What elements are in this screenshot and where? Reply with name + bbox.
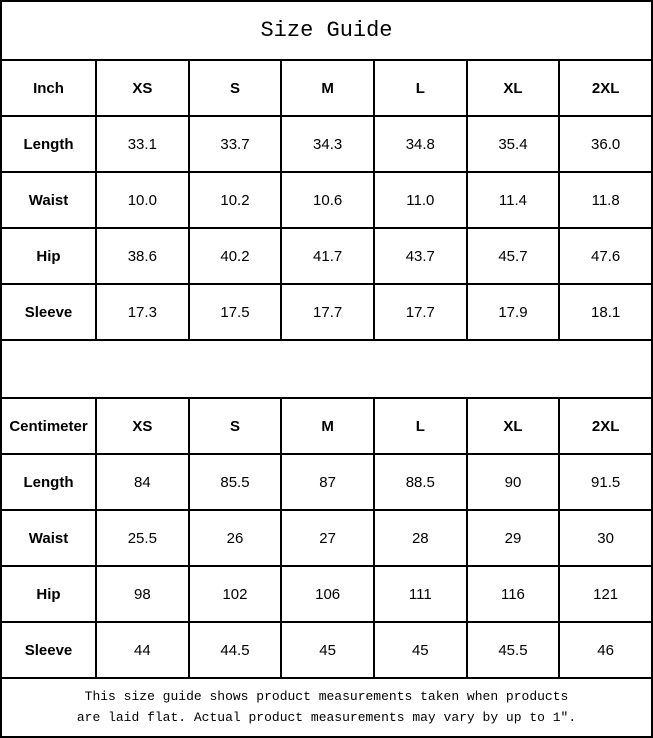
size-header-2xl: 2XL [559,60,652,116]
value-cell: 10.0 [96,172,189,228]
value-cell: 45.7 [467,228,560,284]
value-cell: 17.3 [96,284,189,340]
value-cell: 33.7 [189,116,282,172]
value-cell: 85.5 [189,454,282,510]
size-header-l: L [374,398,467,454]
value-cell: 28 [374,510,467,566]
value-cell: 121 [559,566,652,622]
value-cell: 17.7 [374,284,467,340]
value-cell: 41.7 [281,228,374,284]
row-label-sleeve: Sleeve [1,622,96,678]
size-header-xs: XS [96,398,189,454]
value-cell: 25.5 [96,510,189,566]
title-row [1,1,652,60]
value-cell: 88.5 [374,454,467,510]
unit-header-centimeter: Centimeter [1,398,96,454]
table-row [1,284,652,340]
value-cell: 45.5 [467,622,560,678]
spacer-row [1,340,652,398]
value-cell: 40.2 [189,228,282,284]
table-row [1,454,652,510]
value-cell: 45 [374,622,467,678]
size-header-2xl: 2XL [559,398,652,454]
row-label-hip: Hip [1,566,96,622]
table-row [1,228,652,284]
value-cell: 43.7 [374,228,467,284]
value-cell: 116 [467,566,560,622]
value-cell: 17.5 [189,284,282,340]
size-header-s: S [189,398,282,454]
size-header-m: M [281,60,374,116]
row-label-length: Length [1,454,96,510]
row-label-waist: Waist [1,510,96,566]
table-row [1,622,652,678]
value-cell: 30 [559,510,652,566]
value-cell: 111 [374,566,467,622]
footer-note-cell [1,678,652,737]
inch-header-row [1,60,652,116]
value-cell: 34.8 [374,116,467,172]
size-header-xl: XL [467,60,560,116]
value-cell: 18.1 [559,284,652,340]
value-cell: 91.5 [559,454,652,510]
value-cell: 10.2 [189,172,282,228]
value-cell: 44.5 [189,622,282,678]
size-header-m: M [281,398,374,454]
value-cell: 87 [281,454,374,510]
value-cell: 26 [189,510,282,566]
page-title: Size Guide [1,1,652,60]
value-cell: 84 [96,454,189,510]
value-cell: 98 [96,566,189,622]
value-cell: 35.4 [467,116,560,172]
size-header-s: S [189,60,282,116]
value-cell: 17.9 [467,284,560,340]
footer-note: This size guide shows product measurements taken when products are laid flat. Actual product measurements may vary by up to 1″. [76,689,577,725]
value-cell: 36.0 [559,116,652,172]
cm-header-row [1,398,652,454]
size-header-xl: XL [467,398,560,454]
value-cell: 34.3 [281,116,374,172]
size-header-xs: XS [96,60,189,116]
value-cell: 90 [467,454,560,510]
value-cell: 33.1 [96,116,189,172]
value-cell: 45 [281,622,374,678]
size-header-l: L [374,60,467,116]
value-cell: 44 [96,622,189,678]
value-cell: 47.6 [559,228,652,284]
value-cell: 27 [281,510,374,566]
value-cell: 38.6 [96,228,189,284]
spacer-cell [1,340,652,398]
value-cell: 46 [559,622,652,678]
value-cell: 29 [467,510,560,566]
row-label-hip: Hip [1,228,96,284]
table-row [1,172,652,228]
row-label-waist: Waist [1,172,96,228]
value-cell: 106 [281,566,374,622]
footer-row [1,678,652,737]
unit-header-inch: Inch [1,60,96,116]
value-cell: 102 [189,566,282,622]
value-cell: 11.4 [467,172,560,228]
table-row [1,510,652,566]
value-cell: 10.6 [281,172,374,228]
row-label-length: Length [1,116,96,172]
value-cell: 11.8 [559,172,652,228]
table-row [1,116,652,172]
value-cell: 11.0 [374,172,467,228]
row-label-sleeve: Sleeve [1,284,96,340]
table-row [1,566,652,622]
value-cell: 17.7 [281,284,374,340]
